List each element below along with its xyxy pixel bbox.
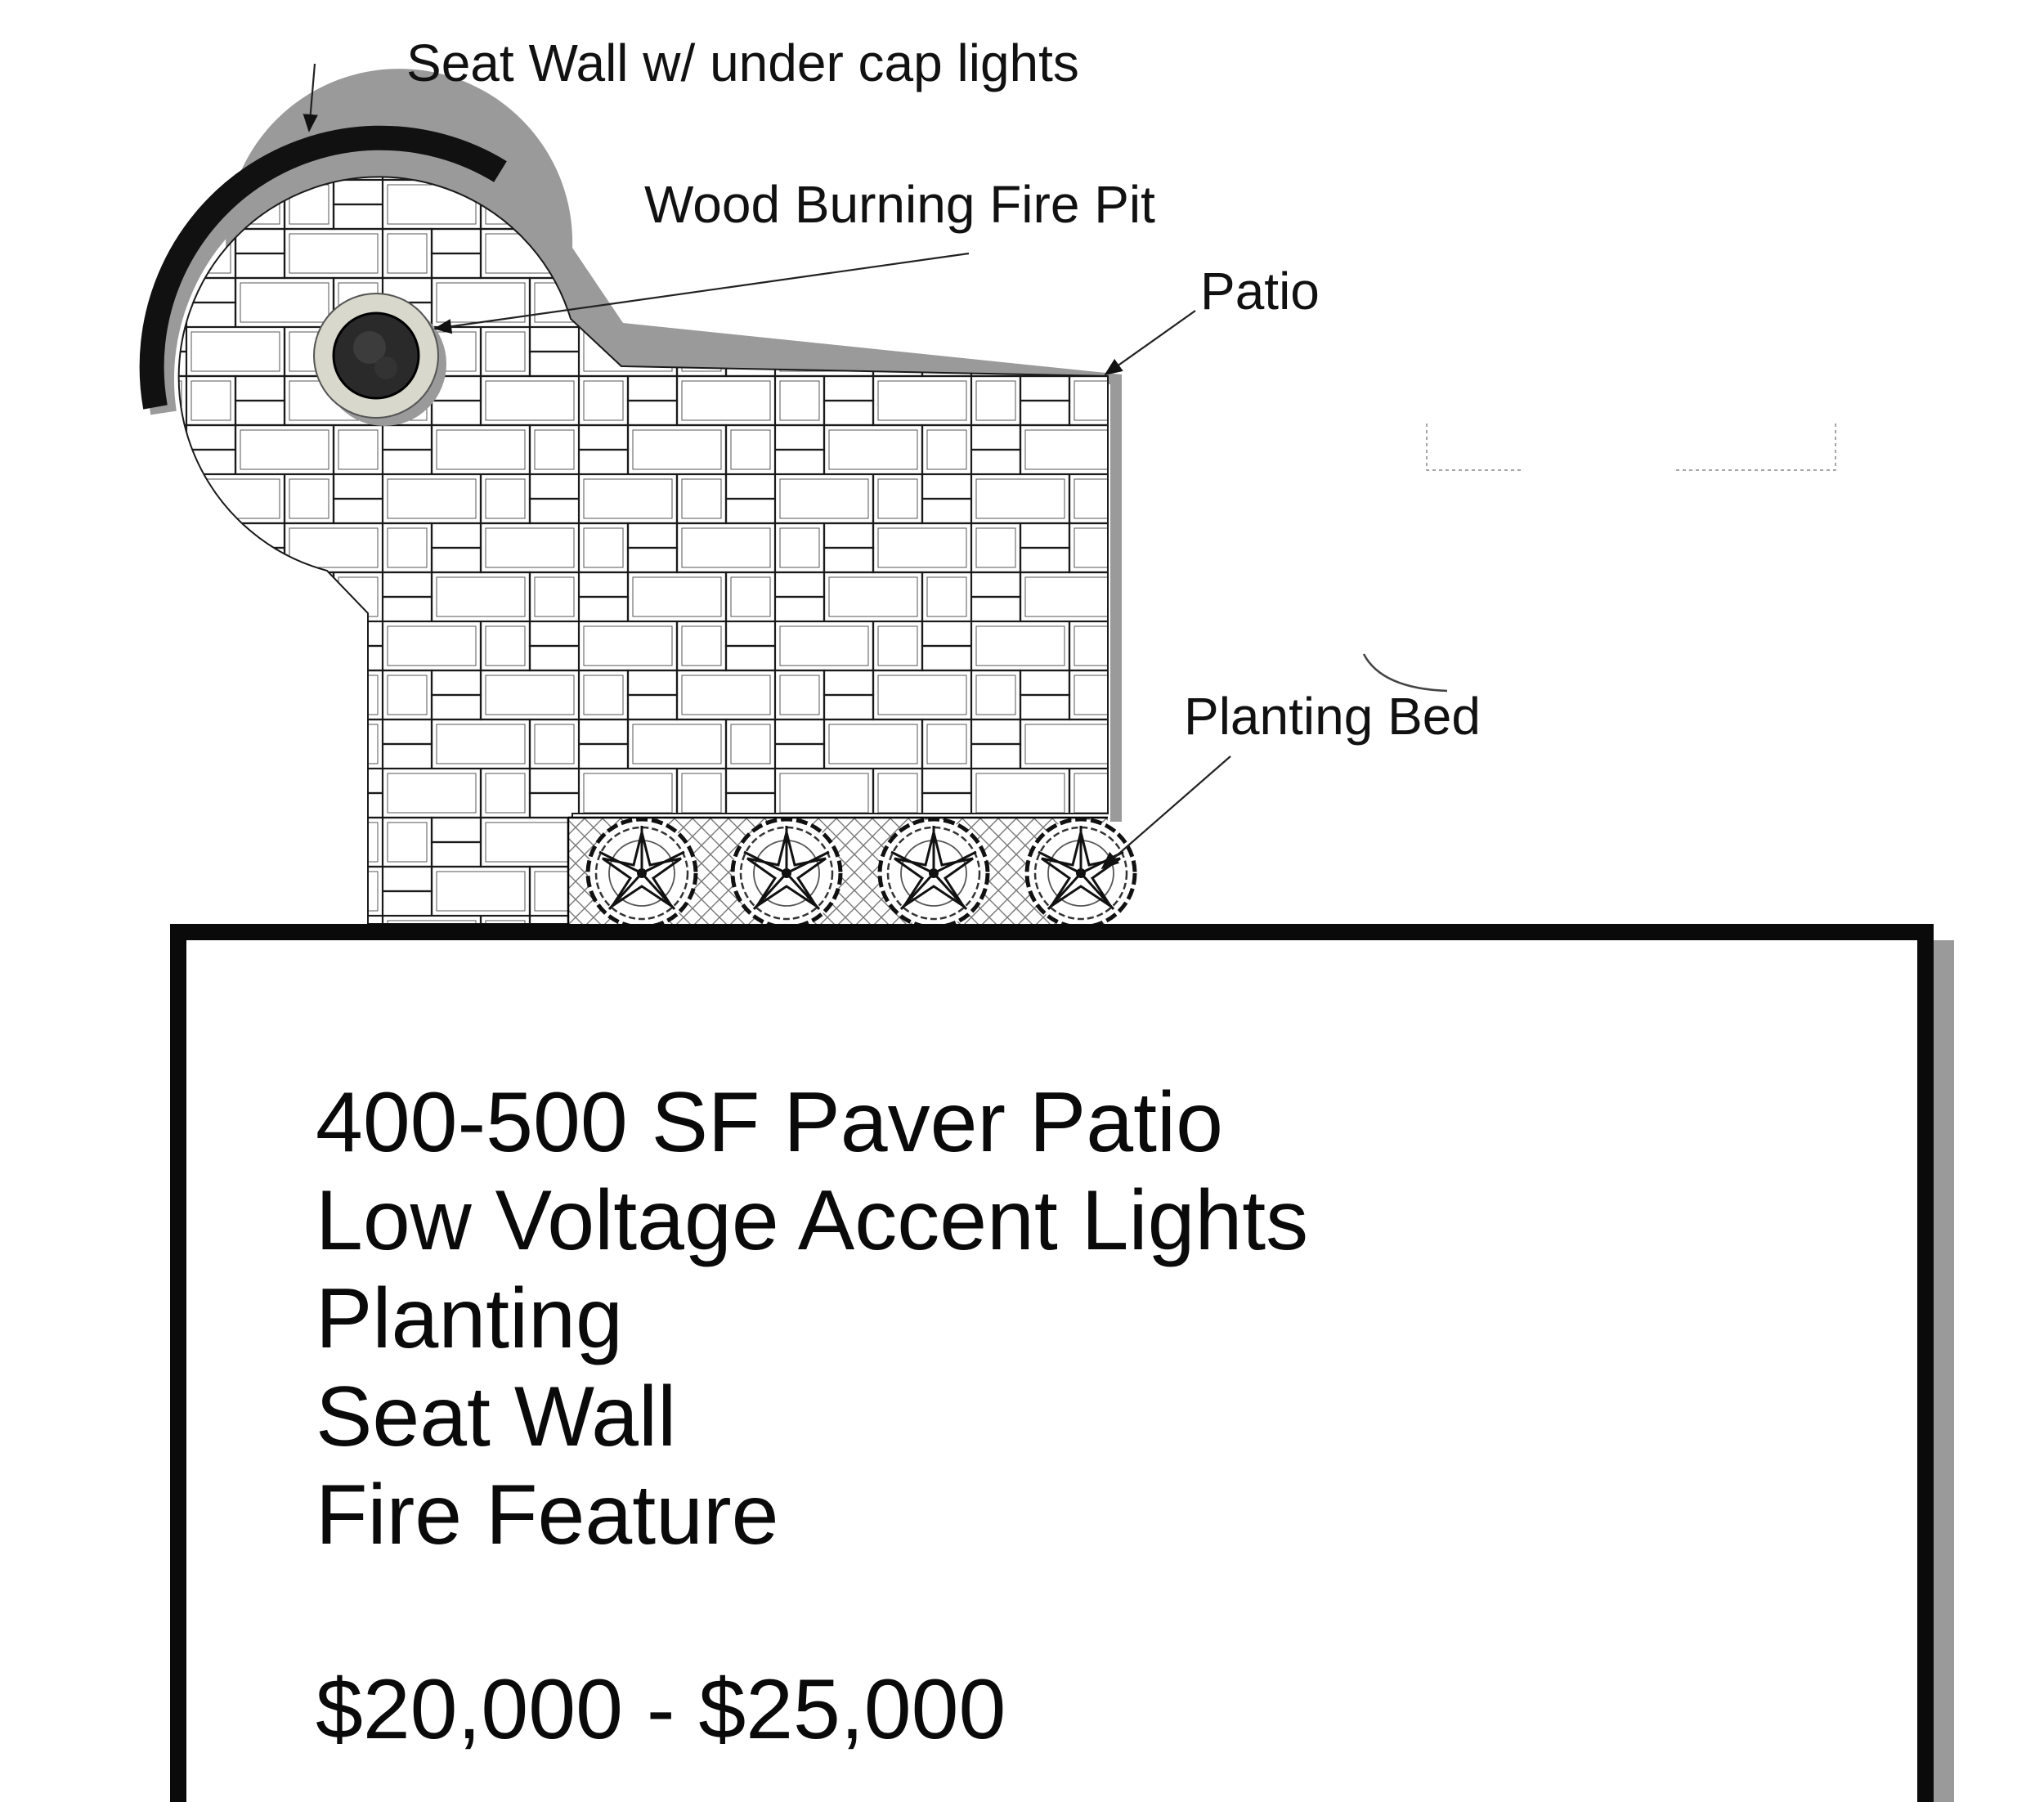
callout-fire-pit-label: Wood Burning Fire Pit [644, 175, 1155, 234]
patio-pavers [179, 177, 1108, 924]
shrub-icon [588, 819, 696, 927]
shrub-icon [1027, 819, 1135, 927]
shrub-icon [880, 819, 988, 927]
callout-planting-bed [1102, 687, 1481, 868]
info-line-fire-feature: Fire Feature [316, 1468, 779, 1562]
price-range: $20,000 - $25,000 [316, 1662, 1006, 1757]
dashed-outline [1427, 424, 1836, 470]
callout-patio [1105, 262, 1320, 374]
planting-bed [568, 818, 1135, 927]
leader-line [1105, 311, 1195, 374]
callout-patio-label: Patio [1200, 262, 1320, 321]
info-line-lights: Low Voltage Accent Lights [316, 1173, 1309, 1268]
info-line-planting: Planting [316, 1271, 623, 1366]
callout-seat-wall-label: Seat Wall w/ under cap lights [406, 34, 1079, 92]
callout-planting-bed-label: Planting Bed [1184, 687, 1481, 746]
info-line-seat-wall: Seat Wall [316, 1369, 677, 1464]
info-box [178, 932, 1954, 1802]
shrub-icon [733, 819, 840, 927]
sketch-mark [1364, 654, 1447, 691]
info-line-patio: 400-500 SF Paver Patio [316, 1075, 1223, 1170]
